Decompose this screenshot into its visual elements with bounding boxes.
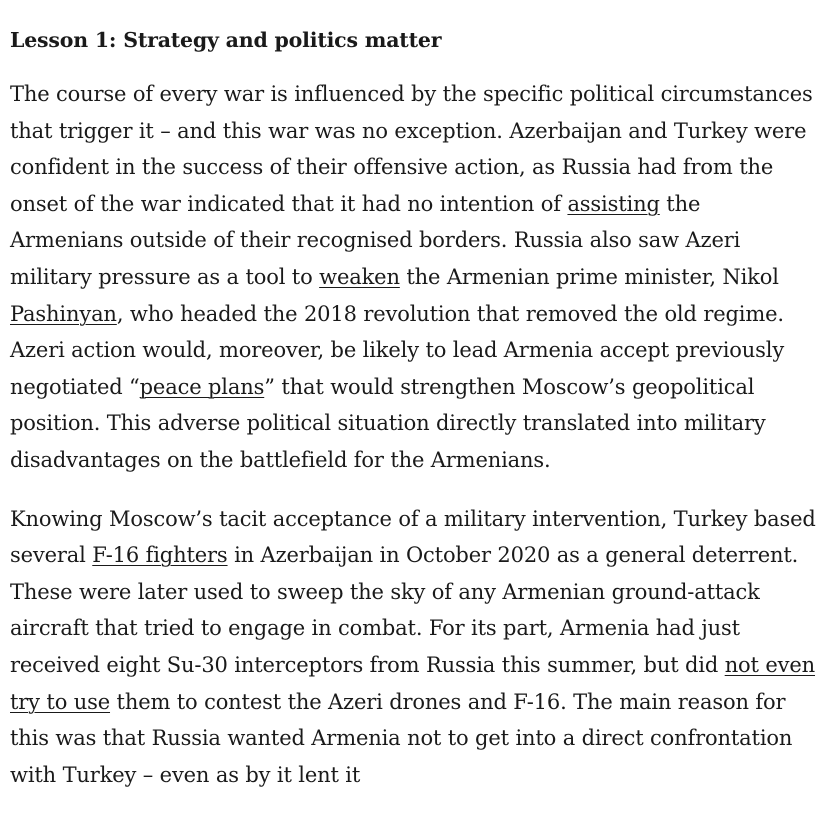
paragraph-text: the Armenians outside of their recognised borders. Russia also saw Azeri military pressure as a tool to (10, 191, 741, 289)
paragraph-text: them to contest the Azeri drones and F-16. The main reason for this was that Russia wanted Armenia not to get into a direct confrontation with Turkey – even as by it lent it (10, 689, 793, 787)
paragraph-text: in Azerbaijan in October 2020 as a general deterrent. These were later used to sweep the sky of any Armenian ground-attack aircraft that tried to engage in combat. For its part, Armenia had just received eight Su-30 interceptors from Russia this summer, but did (10, 543, 799, 677)
article-body (10, 26, 820, 815)
paragraph-text: The course of every war is influenced by the specific political circumstances that trigger it – and this war was no exception. Azerbaijan and Turkey were confident in the success of their offensive action, as Russia had from the onset of the war indicated that it had no intention of (10, 82, 813, 216)
link-f16-fighters[interactable]: F-16 fighters (92, 543, 228, 568)
link-weaken[interactable]: weaken (319, 264, 400, 289)
section-heading: Lesson 1: Strategy and politics matter (10, 28, 442, 52)
paragraph-1 (10, 76, 820, 479)
link-pashinyan[interactable]: Pashinyan (10, 301, 117, 326)
paragraph-text: ” that would strengthen Moscow’s geopolitical position. This adverse political situation directly translated into military disadvantages on the battlefield for the Armenians. (10, 374, 766, 472)
paragraph-2 (10, 501, 820, 794)
link-assisting[interactable]: assisting (567, 191, 660, 216)
link-not-even-try[interactable]: not even try to use (10, 652, 816, 714)
paragraph-text: Knowing Moscow’s tacit acceptance of a military intervention, Turkey based several (10, 506, 816, 568)
paragraph-text: , who headed the 2018 revolution that removed the old regime. Azeri action would, moreover, be likely to lead Armenia accept previously negotiated “ (10, 301, 785, 399)
paragraph-text: the Armenian prime minister, Nikol (399, 264, 779, 289)
link-peace-plans[interactable]: peace plans (139, 374, 265, 399)
